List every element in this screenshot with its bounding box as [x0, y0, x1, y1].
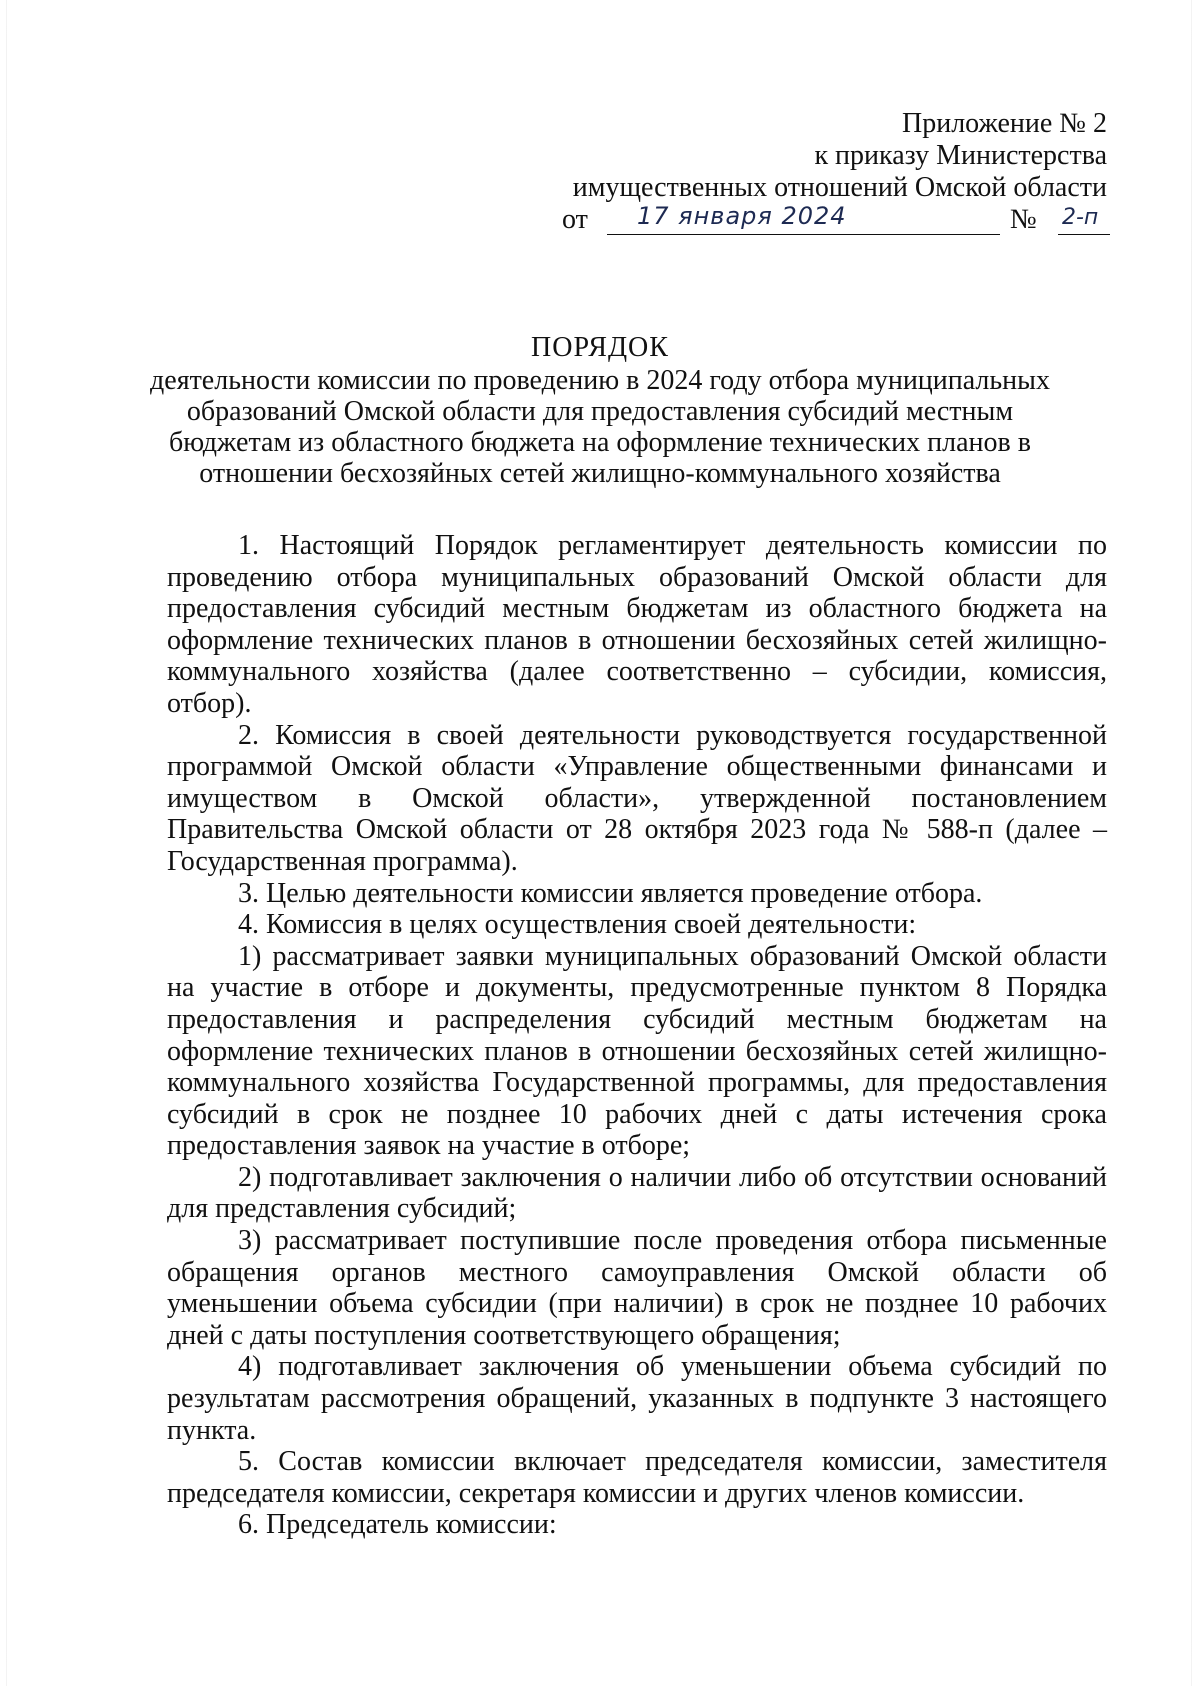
paragraph-5: 5. Состав комиссии включает председателя комиссии, заместителя председателя комиссии, секретаря комиссии и других членов комиссии.	[167, 1446, 1107, 1509]
scan-edge-right	[1191, 0, 1192, 1686]
document-heading: ПОРЯДОК	[531, 332, 669, 363]
paragraph-1: 1. Настоящий Порядок регламентирует деятельность комиссии по проведению отбора муниципальных образований Омской области для предоставления субсидий местным бюджетам из областного бюджета на оформление технических планов в отношении бесхозяйных сетей жилищно-коммунального хозяйства (далее соответственно – субсидии, комиссия, отбор).	[167, 530, 1107, 719]
subparagraph-4-1: 1) рассматривает заявки муниципальных образований Омской области на участие в отборе и документы, предусмотренные пунктом 8 Порядка предоставления и распределения субсидий местным бюджетам на оформление технических планов в отношении бесхозяйных сетей жилищно-коммунального хозяйства Государственной программы, для предоставления субсидий в срок не позднее 10 рабочих дней с даты истечения срока предоставления заявок на участие в отборе;	[167, 940, 1107, 1162]
attachment-header	[562, 108, 1107, 240]
handwritten-date: 17 января 2024	[637, 202, 847, 230]
document-body	[167, 530, 1107, 1541]
subtitle-line: отношении бесхозяйных сетей жилищно-коммунального хозяйства	[199, 458, 1001, 489]
number-underline	[1058, 234, 1110, 235]
paragraph-3: 3. Целью деятельности комиссии является проведение отбора.	[238, 877, 983, 909]
attachment-line-2: к приказу Министерства	[814, 140, 1107, 171]
order-date-number-line	[562, 204, 1107, 240]
attachment-line-1: Приложение № 2	[902, 108, 1107, 139]
handwritten-number: 2-п	[1062, 205, 1099, 230]
attachment-line-3: имущественных отношений Омской области	[572, 172, 1107, 203]
paragraph-6: 6. Председатель комиссии:	[238, 1509, 557, 1541]
subtitle-line: образований Омской области для предоставления субсидий местным	[186, 396, 1014, 427]
paragraph-2: 2. Комиссия в своей деятельности руководствуется государственной программой Омской области «Управление общественными финансами и имуществом в Омской области», утвержденной постановлением Правительства Омской области от 28 октября 2023 года № 588-п (далее – Государственная программа).	[167, 719, 1107, 877]
subparagraph-4-4: 4) подготавливает заключения об уменьшении объема субсидий по результатам рассмотрения обращений, указанных в подпункте 3 настоящего пункта.	[167, 1351, 1107, 1446]
paragraph-4: 4. Комиссия в целях осуществления своей деятельности:	[238, 909, 917, 941]
subtitle-line: бюджетам из областного бюджета на оформление технических планов в	[169, 427, 1031, 458]
subparagraph-4-2: 2) подготавливает заключения о наличии либо об отсутствии оснований для представления субсидий;	[167, 1161, 1107, 1225]
ot-label: от	[562, 204, 588, 235]
subparagraph-4-3: 3) рассматривает поступившие после проведения отбора письменные обращения органов местного самоуправления Омской области об уменьшении объема субсидии (при наличии) в срок не позднее 10 рабочих дней с даты поступления соответствующего обращения;	[167, 1225, 1107, 1351]
document-title-block	[150, 332, 1050, 489]
number-label: №	[1010, 204, 1037, 235]
subtitle-line: деятельности комиссии по проведению в 2024 году отбора муниципальных	[150, 365, 1050, 396]
scan-edge-left	[6, 0, 7, 1686]
date-underline	[607, 234, 1000, 235]
